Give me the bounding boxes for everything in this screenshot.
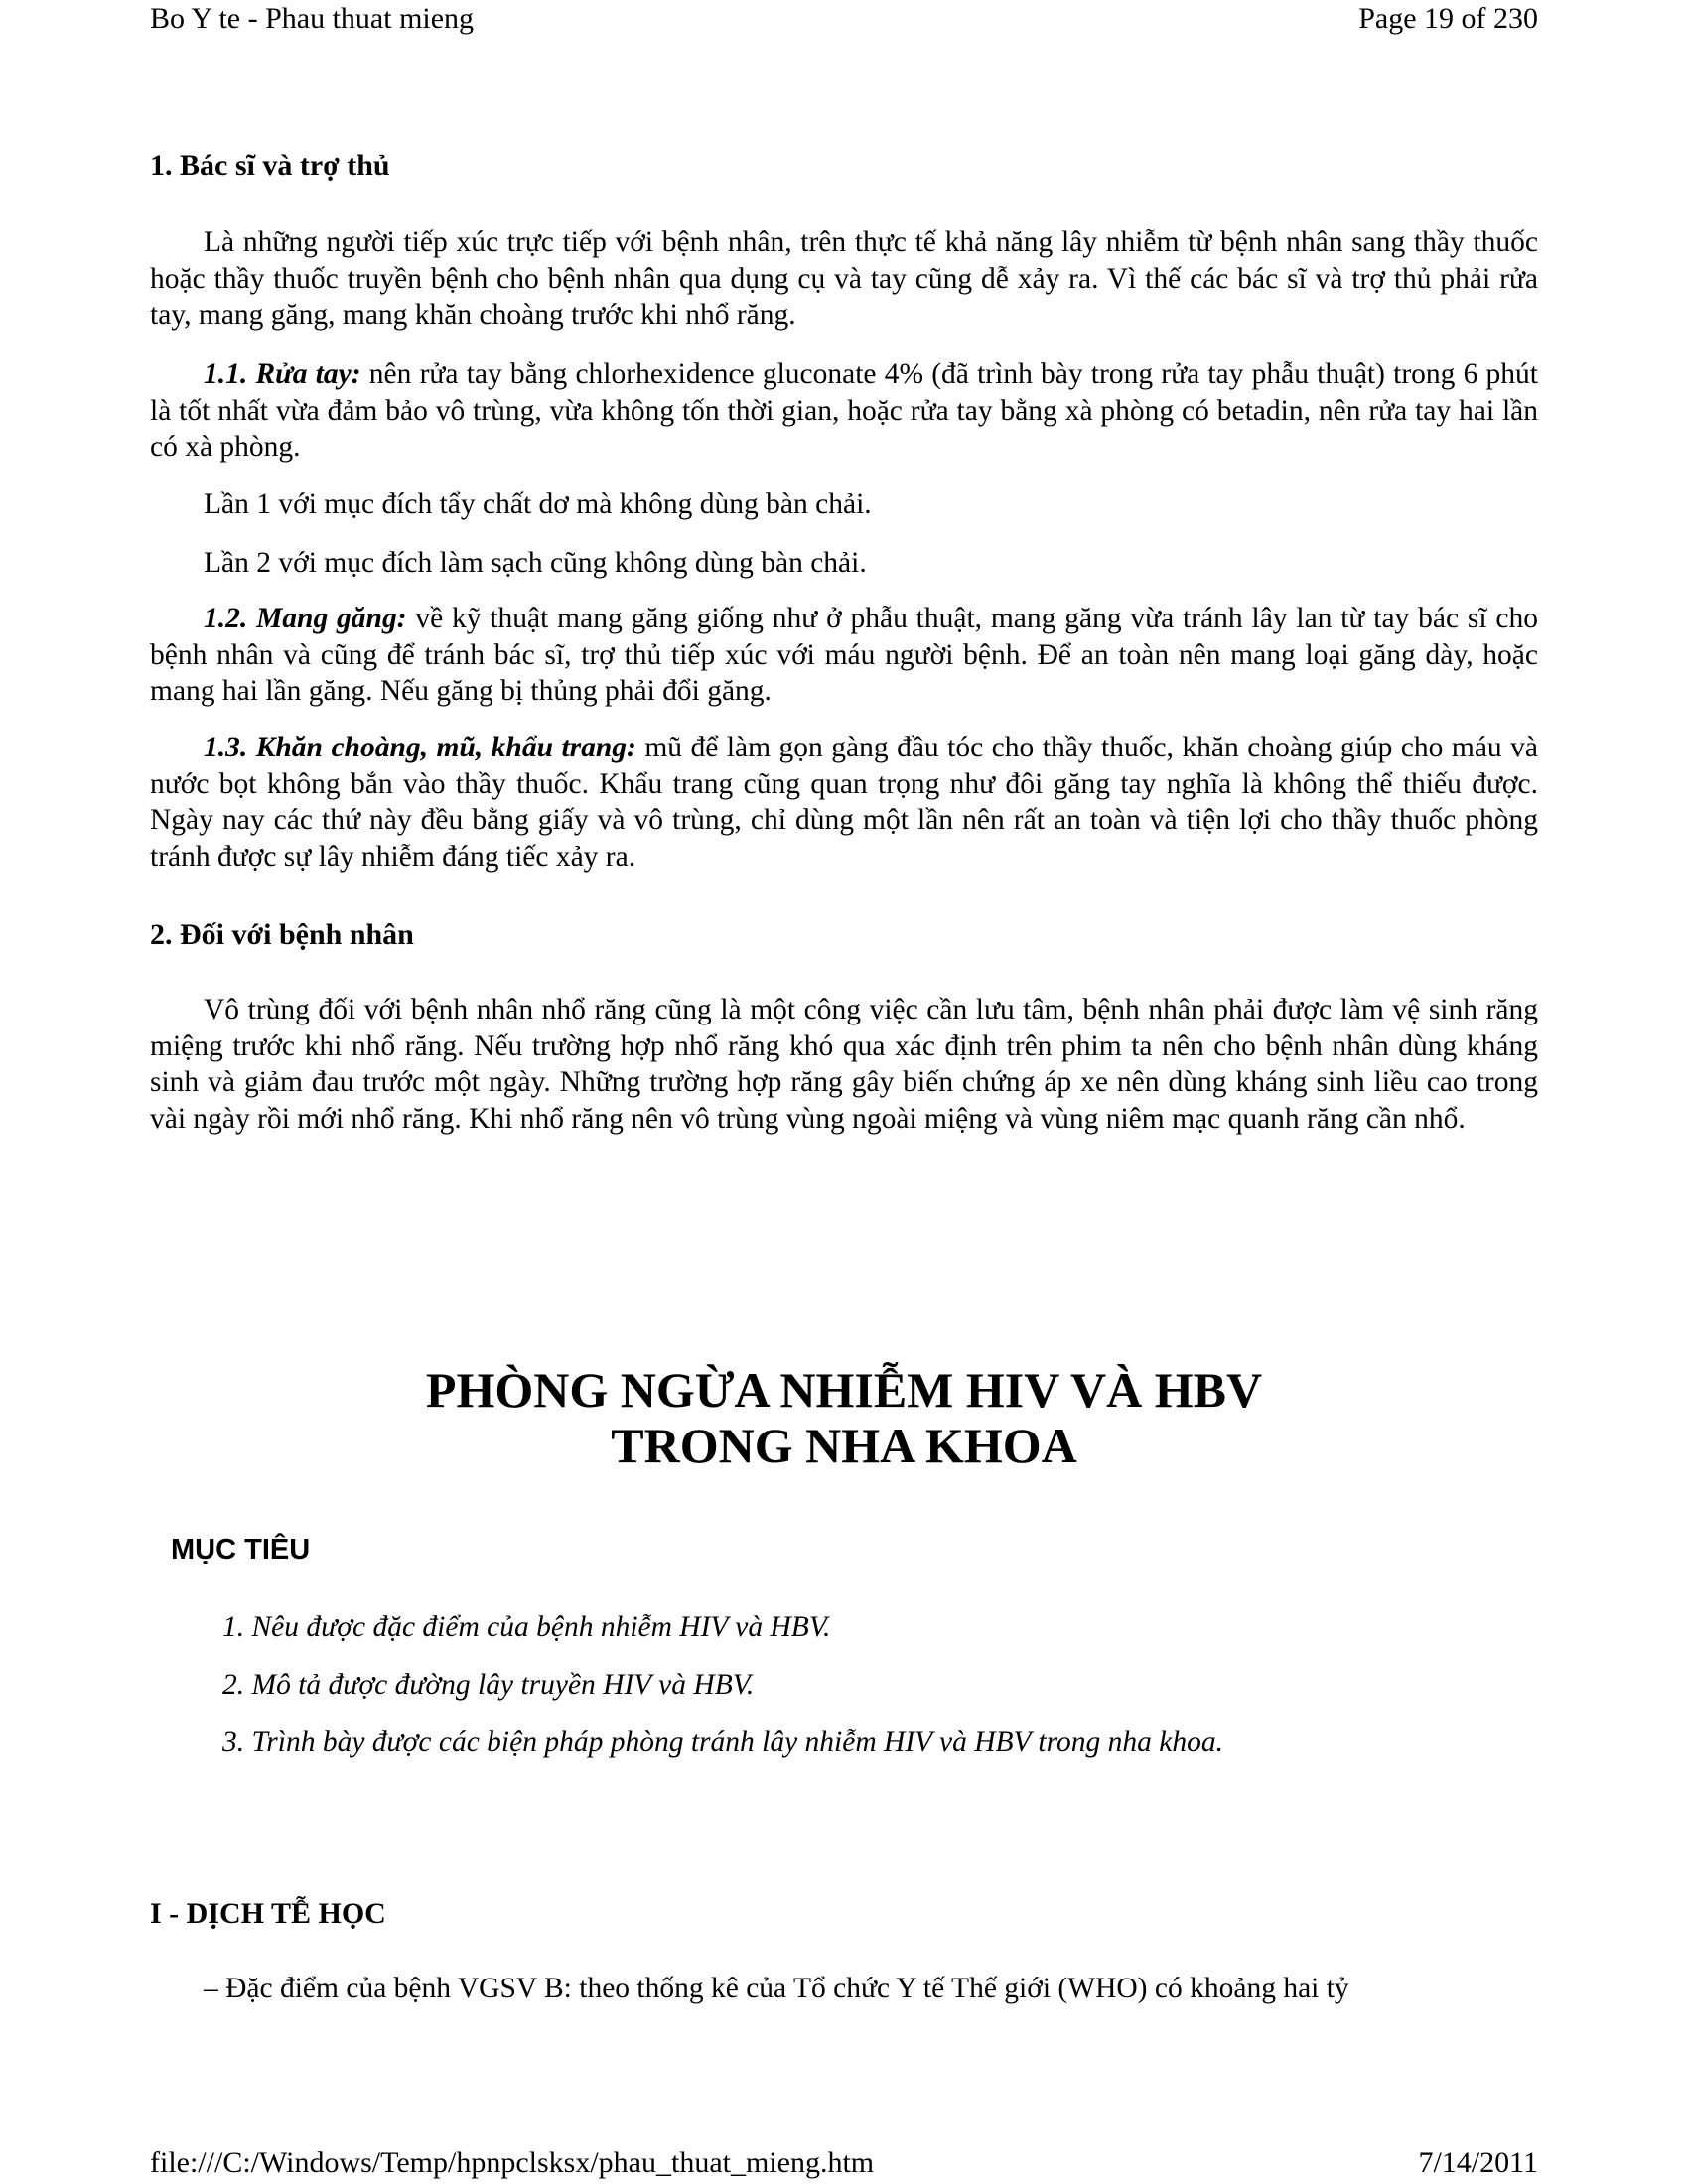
print-date: 7/14/2011 (1418, 2146, 1538, 2179)
paragraph-lan-1: Lần 1 với mục đích tẩy chất dơ mà không dùng bàn chải. (204, 488, 872, 520)
paragraph-text: về kỹ thuật mang găng giống như ở phẫu thuật, mang găng vừa tránh lây lan từ tay bác sĩ cho bệnh nhân và cũng để tránh bác sĩ, trợ thủ tiếp xúc với máu người bệnh. Để an toàn nên mang loại găng dày, hoặc mang hai lần găng. Nếu găng bị thủng phải đổi găng. (150, 603, 1538, 707)
page-header (150, 0, 1538, 40)
page-number: Page 19 of 230 (1358, 2, 1538, 35)
chapter-title-line-1: PHÒNG NGỪA NHIỄM HIV VÀ HBV (425, 1362, 1263, 1418)
list-item: 2. Mô tả được đường lây truyền HIV và HBV. (222, 1669, 755, 1701)
paragraph-text: nên rửa tay bằng chlorhexidence gluconate 4% (đã trình bày trong rửa tay phẫu thuật) trong 6 phút là tốt nhất vừa đảm bảo vô trùng, vừa không tốn thời gian, hoặc rửa tay bằng xà phòng có betadin, nên rửa tay hai lần có xà phòng. (150, 358, 1538, 463)
subsection-1-3 (150, 730, 1538, 875)
chapter-title (150, 1362, 1538, 1473)
paragraph-rua-tay (150, 356, 1538, 466)
lan-1 (150, 486, 1538, 523)
document-title: Bo Y te - Phau thuat mieng (150, 2, 475, 35)
subsection-label: 1.1. Rửa tay: (204, 358, 361, 390)
paragraph-intro: Là những người tiếp xúc trực tiếp với bệnh nhân, trên thực tế khả năng lây nhiễm từ bệnh nhân sang thầy thuốc hoặc thầy thuốc truyền bệnh cho bệnh nhân qua dụng cụ và tay cũng dễ xảy ra. Vì thế các bác sĩ và trợ thủ phải rửa tay, mang găng, mang khăn choàng trước khi nhổ răng. (150, 226, 1538, 331)
section-heading: 2. Đối với bệnh nhân (150, 918, 414, 951)
paragraph-mang-gang (150, 601, 1538, 710)
section-dich-te-hoc (150, 1895, 1538, 1933)
paragraph-khan-choang (150, 730, 1538, 875)
page-footer (150, 2144, 1538, 2184)
section-1-body (150, 224, 1538, 334)
lan-2 (150, 545, 1538, 582)
objectives-heading: MỤC TIÊU (171, 1534, 311, 1566)
chapter-title-line-2: TRONG NHA KHOA (611, 1418, 1077, 1473)
section-heading: 1. Bác sĩ và trợ thủ (150, 149, 390, 182)
list-item: 3. Trình bày được các biện pháp phòng tránh lây nhiễm HIV và HBV trong nha khoa. (222, 1726, 1223, 1758)
subsection-1-1 (150, 356, 1538, 466)
file-path: file:///C:/Windows/Temp/hpnpclsksx/phau_thuat_mieng.htm (150, 2146, 875, 2179)
paragraph-vgsv-b: – Đặc điểm của bệnh VGSV B: theo thống kê của Tổ chức Y tế Thế giới (WHO) có khoảng hai tỷ (204, 1973, 1349, 2004)
section-2 (150, 916, 1538, 954)
section-heading: I - DỊCH TỄ HỌC (150, 1897, 386, 1930)
section-1 (150, 147, 1538, 185)
section-dich-te-hoc-body (150, 1971, 1538, 2007)
paragraph-text: mũ để làm gọn gàng đầu tóc cho thầy thuốc, khăn choàng giúp cho máu và nước bọt không bắn vào thầy thuốc. Khẩu trang cũng quan trọng như đôi găng tay nghĩa là không thể thiếu được. Ngày nay các thứ này đều bằng giấy và vô trùng, chỉ dùng một lần nên rất an toàn và tiện lợi cho thầy thuốc phòng tránh được sự lây nhiễm đáng tiếc xảy ra. (150, 732, 1538, 873)
list-item: 1. Nêu được đặc điểm của bệnh nhiễm HIV và HBV. (222, 1611, 831, 1643)
paragraph-benh-nhan: Vô trùng đối với bệnh nhân nhổ răng cũng là một công việc cần lưu tâm, bệnh nhân phải được làm vệ sinh răng miệng trước khi nhổ răng. Nếu trường hợp nhổ răng khó qua xác định trên phim ta nên cho bệnh nhân dùng kháng sinh và giảm đau trước một ngày. Những trường hợp răng gây biến chứng áp xe nên dùng kháng sinh liều cao trong vài ngày rồi mới nhổ răng. Khi nhổ răng nên vô trùng vùng ngoài miệng và vùng niêm mạc quanh răng cần nhổ. (150, 994, 1538, 1135)
section-2-body (150, 992, 1538, 1137)
objectives-list (222, 1609, 1513, 1782)
subsection-label: 1.3. Khăn choàng, mũ, khẩu trang: (204, 732, 636, 763)
subsection-1-2 (150, 601, 1538, 710)
paragraph-lan-2: Lần 2 với mục đích làm sạch cũng không dùng bàn chải. (204, 547, 867, 579)
subsection-label: 1.2. Mang găng: (204, 603, 407, 634)
